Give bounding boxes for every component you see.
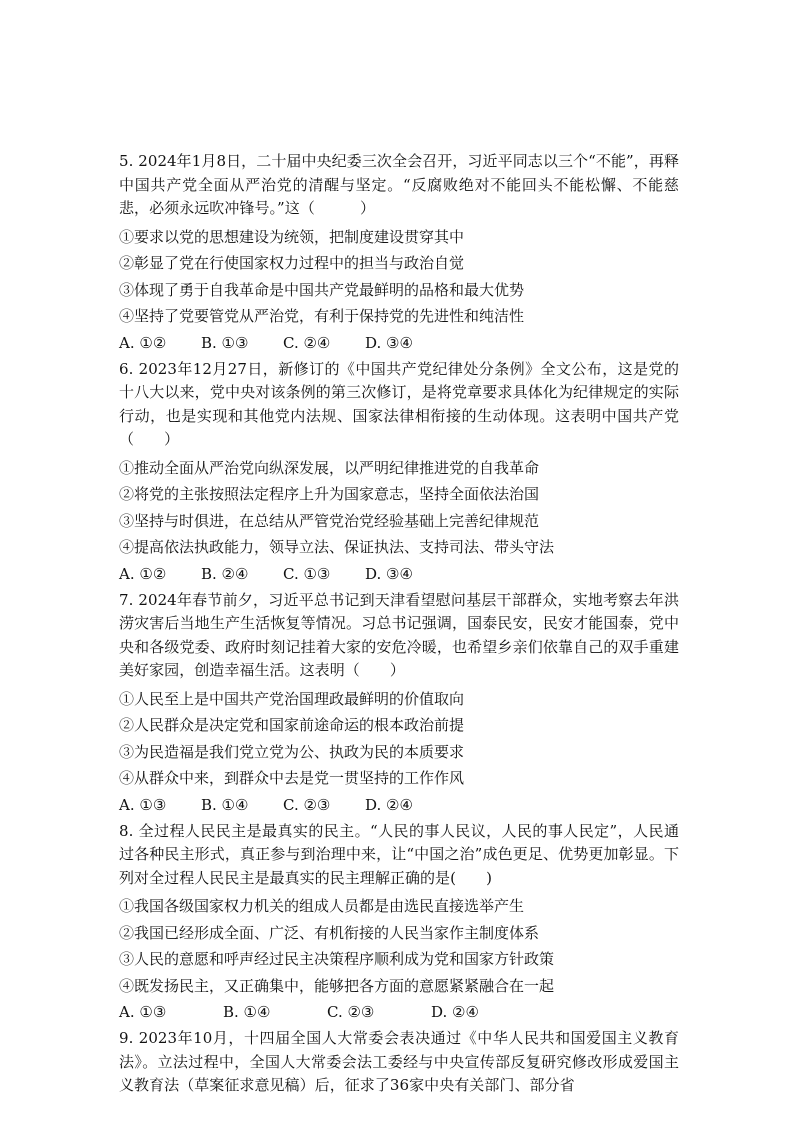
exam-content	[119, 150, 679, 1101]
answer-d: D. ③④	[365, 564, 413, 583]
answer-a: A. ①③	[119, 1003, 167, 1021]
option-3: ③体现了勇于自我革命是中国共产党最鲜明的品格和最大优势	[119, 280, 525, 299]
option-2: ②我国已经形成全面、广泛、有机衔接的人民当家作主制度体系	[119, 923, 540, 942]
answer-d: D. ②④	[431, 1003, 479, 1021]
question-stem: 6. 2023年12月27日，新修订的《中国共产党纪律处分条例》全文公布，这是党的十八大以来，党中央对该条例的第三次修订，是将党章要求具体化为纪律规定的实际行动，也是实现和其他党内法规、国家法律相衔接的生动体现。这表明中国共产党（ ）	[119, 359, 679, 448]
option-1: ①推动全面从严治党向纵深发展，以严明纪律推进党的自我革命	[119, 458, 540, 477]
answer-d: D. ③④	[365, 333, 413, 352]
answer-d: D. ②④	[365, 795, 413, 814]
question-stem: 8. 全过程人民民主是最真实的民主。“人民的事人民议，人民的事人民定”，人民通过各种民主形式，真正参与到治理中来，让“中国之治”成色更足、优势更加彰显。下列对全过程人民民主是最真实的民主理解正确的是( )	[119, 821, 679, 887]
option-4: ④提高依法执政能力，领导立法、保证执法、支持司法、带头守法	[119, 538, 555, 556]
answer-b: B. ①④	[223, 1003, 271, 1021]
answer-c: C. ②④	[283, 333, 331, 352]
answer-a: A. ①②	[119, 564, 167, 583]
answer-c: C. ②③	[327, 1003, 375, 1021]
answer-b: B. ①③	[201, 333, 249, 352]
question-5	[119, 150, 679, 356]
question-stem: 9. 2023年10月，十四届全国人大常委会表决通过《中华人民共和国爱国主义教育法》。立法过程中，全国人大常委会法工委经与中央宣传部反复研究修改形成爱国主义教育法（草案征求意见稿）后，征求了36家中央有关部门、部分省	[119, 1029, 679, 1094]
option-1: ①人民至上是中国共产党治国理政最鲜明的价值取向	[119, 689, 465, 708]
option-4: ④从群众中来，到群众中去是党一贯坚持的工作作风	[119, 769, 465, 787]
option-3: ③坚持与时俱进，在总结从严管党治党经验基础上完善纪律规范	[119, 511, 540, 530]
option-1: ①我国各级国家权力机关的组成人员都是由选民直接选举产生	[119, 897, 525, 915]
answer-b: B. ②④	[201, 564, 249, 583]
question-stem: 5. 2024年1月8日，二十届中央纪委三次全会召开，习近平同志以三个“不能”，再释中国共产党全面从严治党的清醒与坚定。“反腐败绝对不能回头不能松懈、不能慈悲，必须永远吹冲锋号。”这（ ）	[119, 152, 679, 217]
answer-b: B. ①④	[201, 795, 249, 814]
option-2: ②人民群众是决定党和国家前途命运的根本政治前提	[119, 716, 465, 734]
answer-choices	[119, 561, 679, 587]
answer-a: A. ①③	[119, 795, 167, 814]
question-6	[119, 358, 679, 587]
option-1: ①要求以党的思想建设为统领，把制度建设贯穿其中	[119, 227, 465, 246]
option-4: ④坚持了党要管党从严治党，有利于保持党的先进性和纯洁性	[119, 307, 525, 325]
option-4: ④既发扬民主，又正确集中，能够把各方面的意愿紧紧融合在一起	[119, 976, 555, 995]
answer-c: C. ①③	[283, 564, 331, 583]
answer-choices	[119, 999, 679, 1025]
option-2: ②彰显了党在行使国家权力过程中的担当与政治自觉	[119, 254, 465, 272]
answer-c: C. ②③	[283, 795, 331, 814]
question-9	[119, 1027, 679, 1098]
option-3: ③为民造福是我们党立党为公、执政为民的本质要求	[119, 742, 465, 761]
question-stem: 7. 2024年春节前夕，习近平总书记到天津看望慰问基层干部群众，实地考察去年洪涝灾害后当地生产生活恢复等情况。习总书记强调，国泰民安，民安才能国泰，党中央和各级党委、政府时刻记挂着大家的安危冷暖，也希望乡亲们依靠自己的双手重建美好家园，创造幸福生活。这表明（ ）	[119, 590, 679, 679]
option-2: ②将党的主张按照法定程序上升为国家意志，坚持全面依法治国	[119, 485, 540, 503]
answer-choices	[119, 330, 679, 356]
answer-a: A. ①②	[119, 333, 167, 352]
option-3: ③人民的意愿和呼声经过民主决策程序顺利成为党和国家方针政策	[119, 950, 555, 968]
answer-choices	[119, 792, 679, 818]
question-8	[119, 820, 679, 1026]
question-7	[119, 589, 679, 818]
